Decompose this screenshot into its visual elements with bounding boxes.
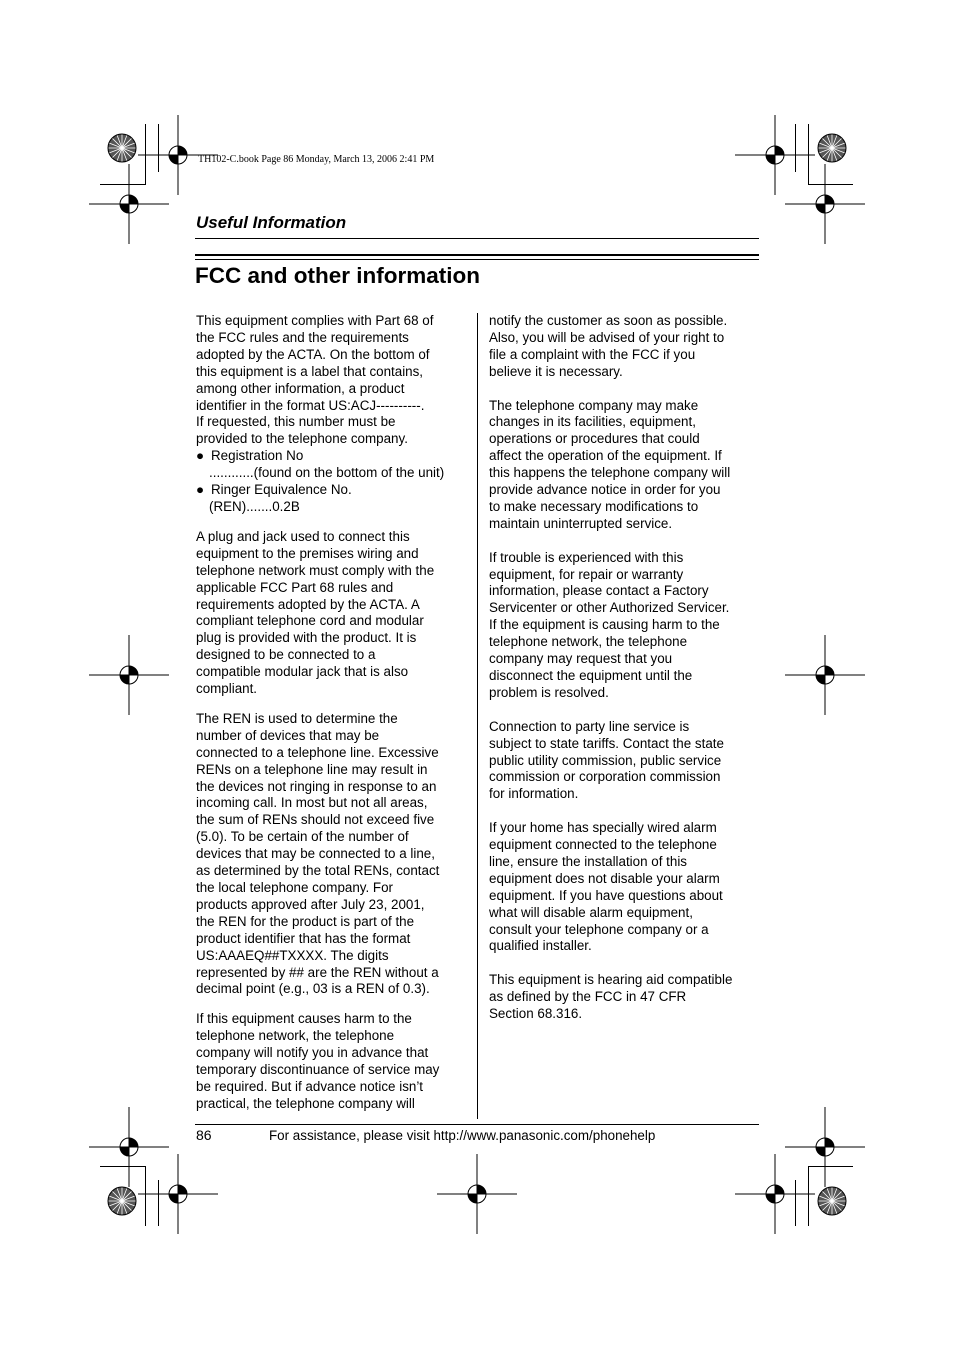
bullet-icon: ●	[196, 448, 205, 464]
trim-mark	[808, 184, 853, 185]
trim-mark	[100, 184, 145, 185]
column-divider	[477, 313, 478, 1119]
registration-mark-icon	[89, 635, 169, 715]
trim-mark	[158, 124, 159, 172]
trim-mark	[100, 1166, 145, 1167]
bullet-icon: ●	[196, 482, 205, 498]
list-item-detail: (REN).......0.2B	[209, 498, 300, 514]
title-rule-thin	[195, 259, 759, 260]
trim-mark	[808, 1166, 809, 1226]
trim-mark	[808, 1166, 853, 1167]
bullet-list	[196, 448, 468, 516]
paragraph: This equipment complies with Part 68 of the FCC rules and the requirements adopted by the ACTA. On the bottom of this equipment is a label that contains, among other information, a product identifier in the format US:ACJ----------. If requested, this number must be provided to the telephone company.	[196, 313, 434, 447]
registration-mark-icon	[437, 1154, 517, 1234]
paragraph: A plug and jack used to connect this equipment to the premises wiring and telephone network must comply with the applicable FCC Part 68 rules and requirements adopted by the ACTA. A compliant telephone cord and modular plug is provided with the product. It is designed to be connected to a compatible modular jack that is also compliant.	[196, 528, 435, 697]
left-column	[196, 313, 468, 1130]
trim-mark	[808, 124, 809, 185]
list-item: ● Ringer Equivalence No.	[196, 482, 352, 498]
paragraph: The REN is used to determine the number of devices that may be connected to a telephone line. Excessive RENs on a telephone line may result in the devices not ringing in response to an incoming call. In most but not all areas, the sum of RENs should not exceed five (5.0). To be certain of the number of devices that may be connected to a line, as determined by the total RENs, contact the local telephone company. For products approved after July 23, 2001, the REN for the product is part of the product identifier that has the format US:AAAEQ##TXXXX. The digits represented by ## are the REN without a decimal point (e.g., 03 is a REN of 0.3).	[196, 710, 440, 997]
right-column	[489, 313, 757, 1040]
paragraph: notify the customer as soon as possible. Also, you will be advised of your right to file a complaint with the FCC if you believe it is necessary.	[489, 313, 728, 379]
color-bar-starburst-icon	[792, 1161, 872, 1241]
trim-mark	[795, 124, 796, 172]
trim-mark	[145, 124, 146, 185]
color-bar-starburst-icon	[82, 1161, 162, 1241]
footer-rule	[195, 1124, 759, 1125]
paragraph: If this equipment causes harm to the telephone network, the telephone company will notify you in advance that temporary discontinuance of service may be required. But if advance notice isn’t practical, the telephone company will	[196, 1011, 440, 1111]
paragraph: If your home has specially wired alarm equipment connected to the telephone line, ensure the installation of this equipment does not disable your alarm equipment. If you have questions about what will disable alarm equipment, consult your telephone company or a qualified installer.	[489, 820, 723, 954]
trim-mark	[145, 1166, 146, 1226]
paragraph: Connection to party line service is subject to state tariffs. Contact the state public utility commission, public service commission or corporation commission for information.	[489, 718, 724, 802]
paragraph: The telephone company may make changes in its facilities, equipment, operations or procedures that could affect the operation of the equipment. If this happens the telephone company will provide advance notice in order for you to make necessary modifications to maintain uninterrupted service.	[489, 397, 731, 531]
trim-mark	[795, 1180, 796, 1226]
color-bar-starburst-icon	[82, 108, 162, 188]
assistance-text: For assistance, please visit http://www.panasonic.com/phonehelp	[269, 1128, 656, 1143]
title-rule-thick	[195, 254, 759, 256]
list-item-detail: ............(found on the bottom of the unit)	[209, 465, 445, 481]
print-info-line: TH102-C.book Page 86 Monday, March 13, 2006 2:41 PM	[198, 154, 435, 165]
paragraph: This equipment is hearing aid compatible as defined by the FCC in 47 CFR Section 68.316.	[489, 972, 733, 1022]
page-number: 86	[196, 1127, 212, 1143]
page-title: FCC and other information	[195, 263, 480, 288]
header-rule	[195, 238, 759, 239]
trim-mark	[158, 1180, 159, 1226]
section-title: Useful Information	[196, 213, 347, 232]
paragraph: If trouble is experienced with this equipment, for repair or warranty information, please contact a Factory Servicenter or other Authorized Servicer. If the equipment is causing harm to the telephone network, the telephone company may request that you disconnect the equipment until the problem is resolved.	[489, 549, 730, 700]
registration-mark-icon	[785, 635, 865, 715]
color-bar-starburst-icon	[792, 108, 872, 188]
list-item: ● Registration No	[196, 448, 304, 464]
